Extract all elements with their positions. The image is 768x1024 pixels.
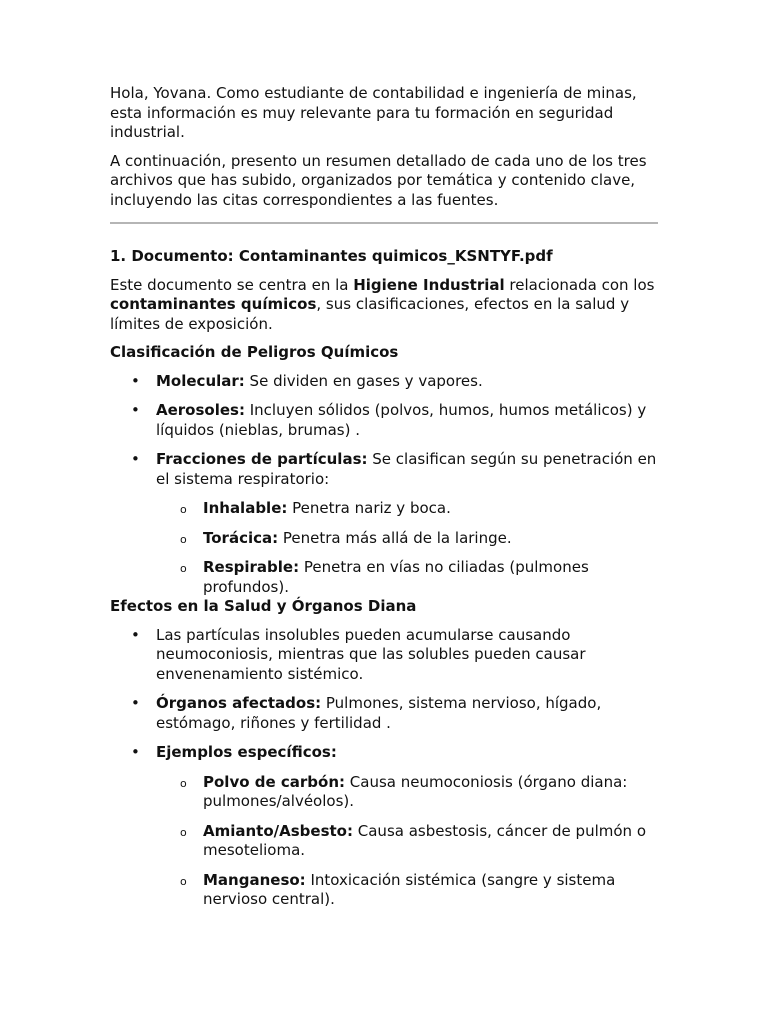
section-heading-classification: Clasificación de Peligros Químicos — [110, 343, 399, 361]
summary-paragraph: A continuación, presento un resumen detallado de cada uno de los tres archivos que has subido, organizados por temática y contenido clave, incluyendo las citas correspondientes a las fuentes. — [110, 151, 647, 209]
item-text: Incluyen sólidos (polvos, humos, humos metálicos) y líquidos (nieblas, brumas) . — [156, 401, 647, 439]
item-text: Causa neumoconiosis (órgano diana: pulmones/alvéolos). — [203, 772, 628, 810]
circle-bullet-icon: o — [180, 776, 187, 790]
item-text: Las partículas insolubles pueden acumularse causando neumoconiosis, mientras que las solubles pueden causar envenenamiento sistémico. — [156, 625, 586, 683]
bullet-icon: • — [131, 625, 140, 644]
sublist-item — [156, 499, 658, 519]
sublist-item — [156, 529, 658, 549]
item-label: Inhalable: — [203, 499, 288, 517]
item-label: Manganeso: — [203, 870, 306, 889]
item-label: Polvo de carbón: — [203, 772, 346, 791]
item-label: Respirable: — [203, 558, 300, 576]
item-label: Amianto/Asbesto: — [203, 821, 353, 840]
bullet-icon: • — [131, 371, 140, 390]
circle-bullet-icon: o — [180, 532, 187, 546]
list-item — [110, 372, 658, 392]
examples-sublist — [156, 773, 658, 910]
health-effects-list — [110, 626, 658, 910]
document-page — [110, 84, 658, 910]
list-item — [110, 450, 658, 597]
document-heading: 1. Documento: Contaminantes quimicos_KSNTYF.pdf — [110, 247, 553, 265]
desc-text: , sus clasificaciones, efectos en la salud y límites de exposición. — [110, 295, 630, 333]
intro-paragraph: Hola, Yovana. Como estudiante de contabilidad e ingeniería de minas, esta información es muy relevante para tu formación en seguridad industrial. — [110, 84, 637, 141]
item-text: Causa asbestosis, cáncer de pulmón o mesotelioma. — [203, 821, 646, 859]
document-description — [110, 276, 658, 335]
sublist-item — [156, 822, 658, 861]
section-heading-health-effects: Efectos en la Salud y Órganos Diana — [110, 597, 417, 615]
circle-bullet-icon: o — [180, 562, 187, 575]
item-label: Órganos afectados: — [156, 694, 322, 712]
sublist-item — [156, 558, 658, 597]
item-label: Molecular: — [156, 371, 245, 390]
desc-text: Este documento se centra en la — [110, 275, 354, 294]
item-label: Torácica: — [203, 528, 279, 547]
desc-bold-term: Higiene Industrial — [353, 275, 505, 294]
list-item — [110, 743, 658, 910]
circle-bullet-icon: o — [180, 874, 187, 888]
item-text: Penetra más allá de la laringe. — [278, 528, 512, 547]
item-label: Aerosoles: — [156, 401, 245, 419]
particle-fraction-sublist — [156, 499, 658, 597]
desc-text: relacionada con los — [504, 275, 655, 294]
item-text: Penetra nariz y boca. — [287, 499, 451, 517]
circle-bullet-icon: o — [180, 825, 187, 839]
bullet-icon: • — [131, 694, 140, 712]
circle-bullet-icon: o — [180, 503, 187, 516]
list-item — [110, 401, 658, 440]
list-item — [110, 626, 658, 685]
bullet-icon: • — [131, 743, 140, 761]
item-text: Se dividen en gases y vapores. — [244, 371, 483, 390]
item-text: Intoxicación sistémica (sangre y sistema nervioso central). — [203, 870, 616, 908]
sublist-item — [156, 773, 658, 812]
bullet-icon: • — [131, 450, 140, 468]
bullet-icon: • — [131, 401, 140, 419]
desc-bold-term: contaminantes químicos — [110, 295, 317, 313]
item-text: Se clasifican según su penetración en el sistema respiratorio: — [156, 450, 657, 488]
classification-list — [110, 372, 658, 598]
item-text: Pulmones, sistema nervioso, hígado, estómago, riñones y fertilidad . — [156, 694, 602, 732]
item-label: Fracciones de partículas: — [156, 450, 368, 468]
horizontal-rule — [110, 222, 658, 224]
sublist-item — [156, 871, 658, 910]
list-item — [110, 694, 658, 733]
item-label: Ejemplos específicos: — [156, 743, 337, 761]
item-text: Penetra en vías no ciliadas (pulmones profundos). — [203, 558, 589, 596]
